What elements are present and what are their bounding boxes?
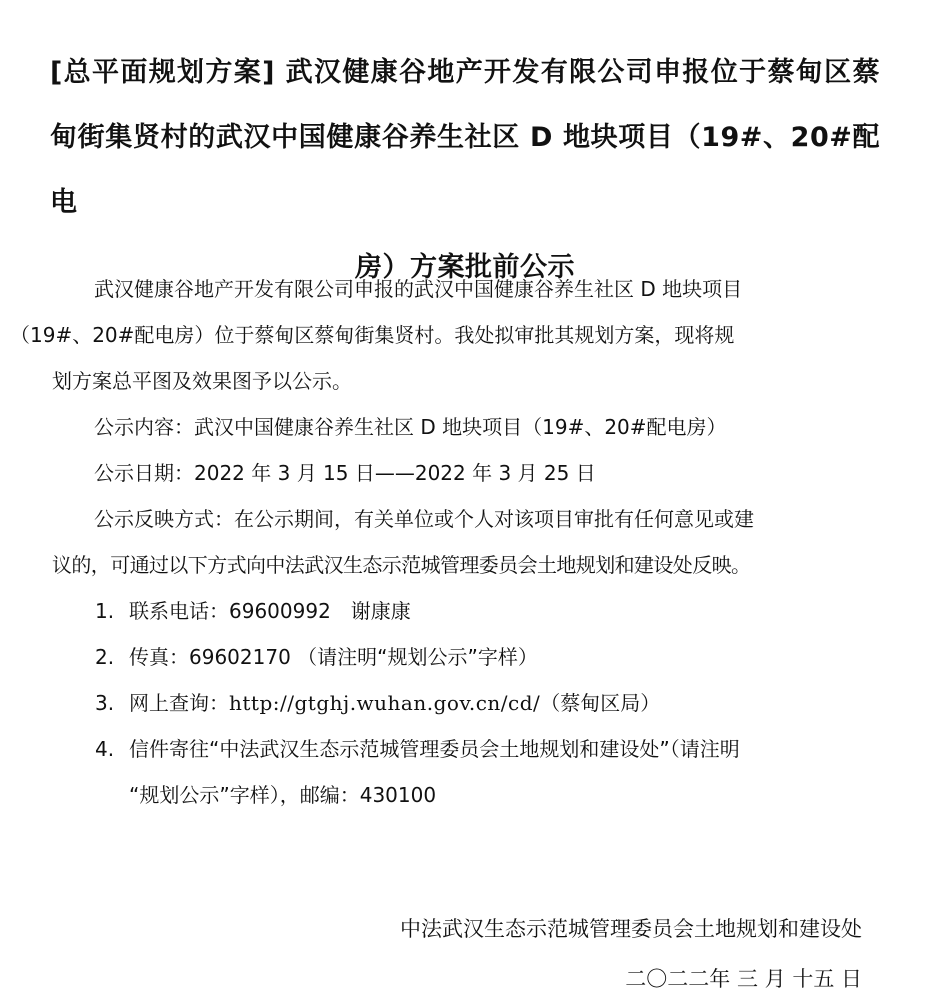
list-item — [95, 726, 865, 818]
method-label: 联系电话： — [129, 599, 229, 623]
issue-date: 二〇二二年 三 月 十五 日 — [625, 967, 862, 991]
title-line-2: 甸街集贤村的武汉中国健康谷养生社区 D 地块项目（19#、20#配电 — [50, 122, 880, 218]
feedback-line-1: 公示反映方式：在公示期间，有关单位或个人对该项目审批有任何意见或建 — [94, 507, 754, 531]
phone-value: 69600992 谢康康 — [229, 599, 411, 623]
fax-value: 69602170 （请注明“规划公示”字样） — [189, 645, 538, 669]
method-label: 传真： — [129, 645, 189, 669]
signature-block — [400, 904, 862, 1004]
title-line-3: 房）方案批前公示 — [355, 252, 575, 283]
feedback-line-2: 议的，可通过以下方式向中法武汉生态示范城管理委员会土地规划和建设处反映。 — [52, 553, 751, 577]
method-label: 信件寄往 — [129, 737, 209, 761]
website-note: （蔡甸区局） — [540, 691, 661, 715]
mail-address: “中法武汉生态示范城管理委员会土地规划和建设处”（请注明 — [209, 737, 740, 761]
list-item — [95, 680, 865, 726]
list-number: 3. — [95, 691, 115, 715]
intro-paragraph — [10, 266, 864, 404]
content-paragraph: 公示内容：武汉中国健康谷养生社区 D 地块项目（19#、20#配电房） — [94, 415, 727, 439]
notice-body — [10, 266, 864, 588]
issuing-organization: 中法武汉生态示范城管理委员会土地规划和建设处 — [400, 917, 862, 941]
mail-postcode: “规划公示”字样），邮编：430100 — [129, 783, 437, 807]
list-number: 1. — [95, 599, 115, 623]
list-item — [95, 588, 865, 634]
notice-title — [50, 40, 880, 300]
list-number: 4. — [95, 737, 115, 761]
website-url: http://gtghj.wuhan.gov.cn/cd/ — [229, 691, 541, 715]
list-number: 2. — [95, 645, 115, 669]
intro-line-2: （19#、20#配电房）位于蔡甸区蔡甸街集贤村。我处拟审批其规划方案，现将规 — [10, 323, 735, 347]
date-paragraph: 公示日期：2022 年 3 月 15 日——2022 年 3 月 25 日 — [94, 461, 596, 485]
intro-line-1: 武汉健康谷地产开发有限公司申报的武汉中国健康谷养生社区 D 地块项目 — [94, 277, 743, 301]
list-item — [95, 634, 865, 680]
contact-methods-list — [95, 588, 865, 818]
intro-line-3: 划方案总平图及效果图予以公示。 — [52, 369, 352, 393]
feedback-paragraph — [52, 496, 864, 588]
method-label: 网上查询： — [129, 691, 229, 715]
title-line-1: [总平面规划方案] 武汉健康谷地产开发有限公司申报位于蔡甸区蔡 — [50, 57, 880, 88]
